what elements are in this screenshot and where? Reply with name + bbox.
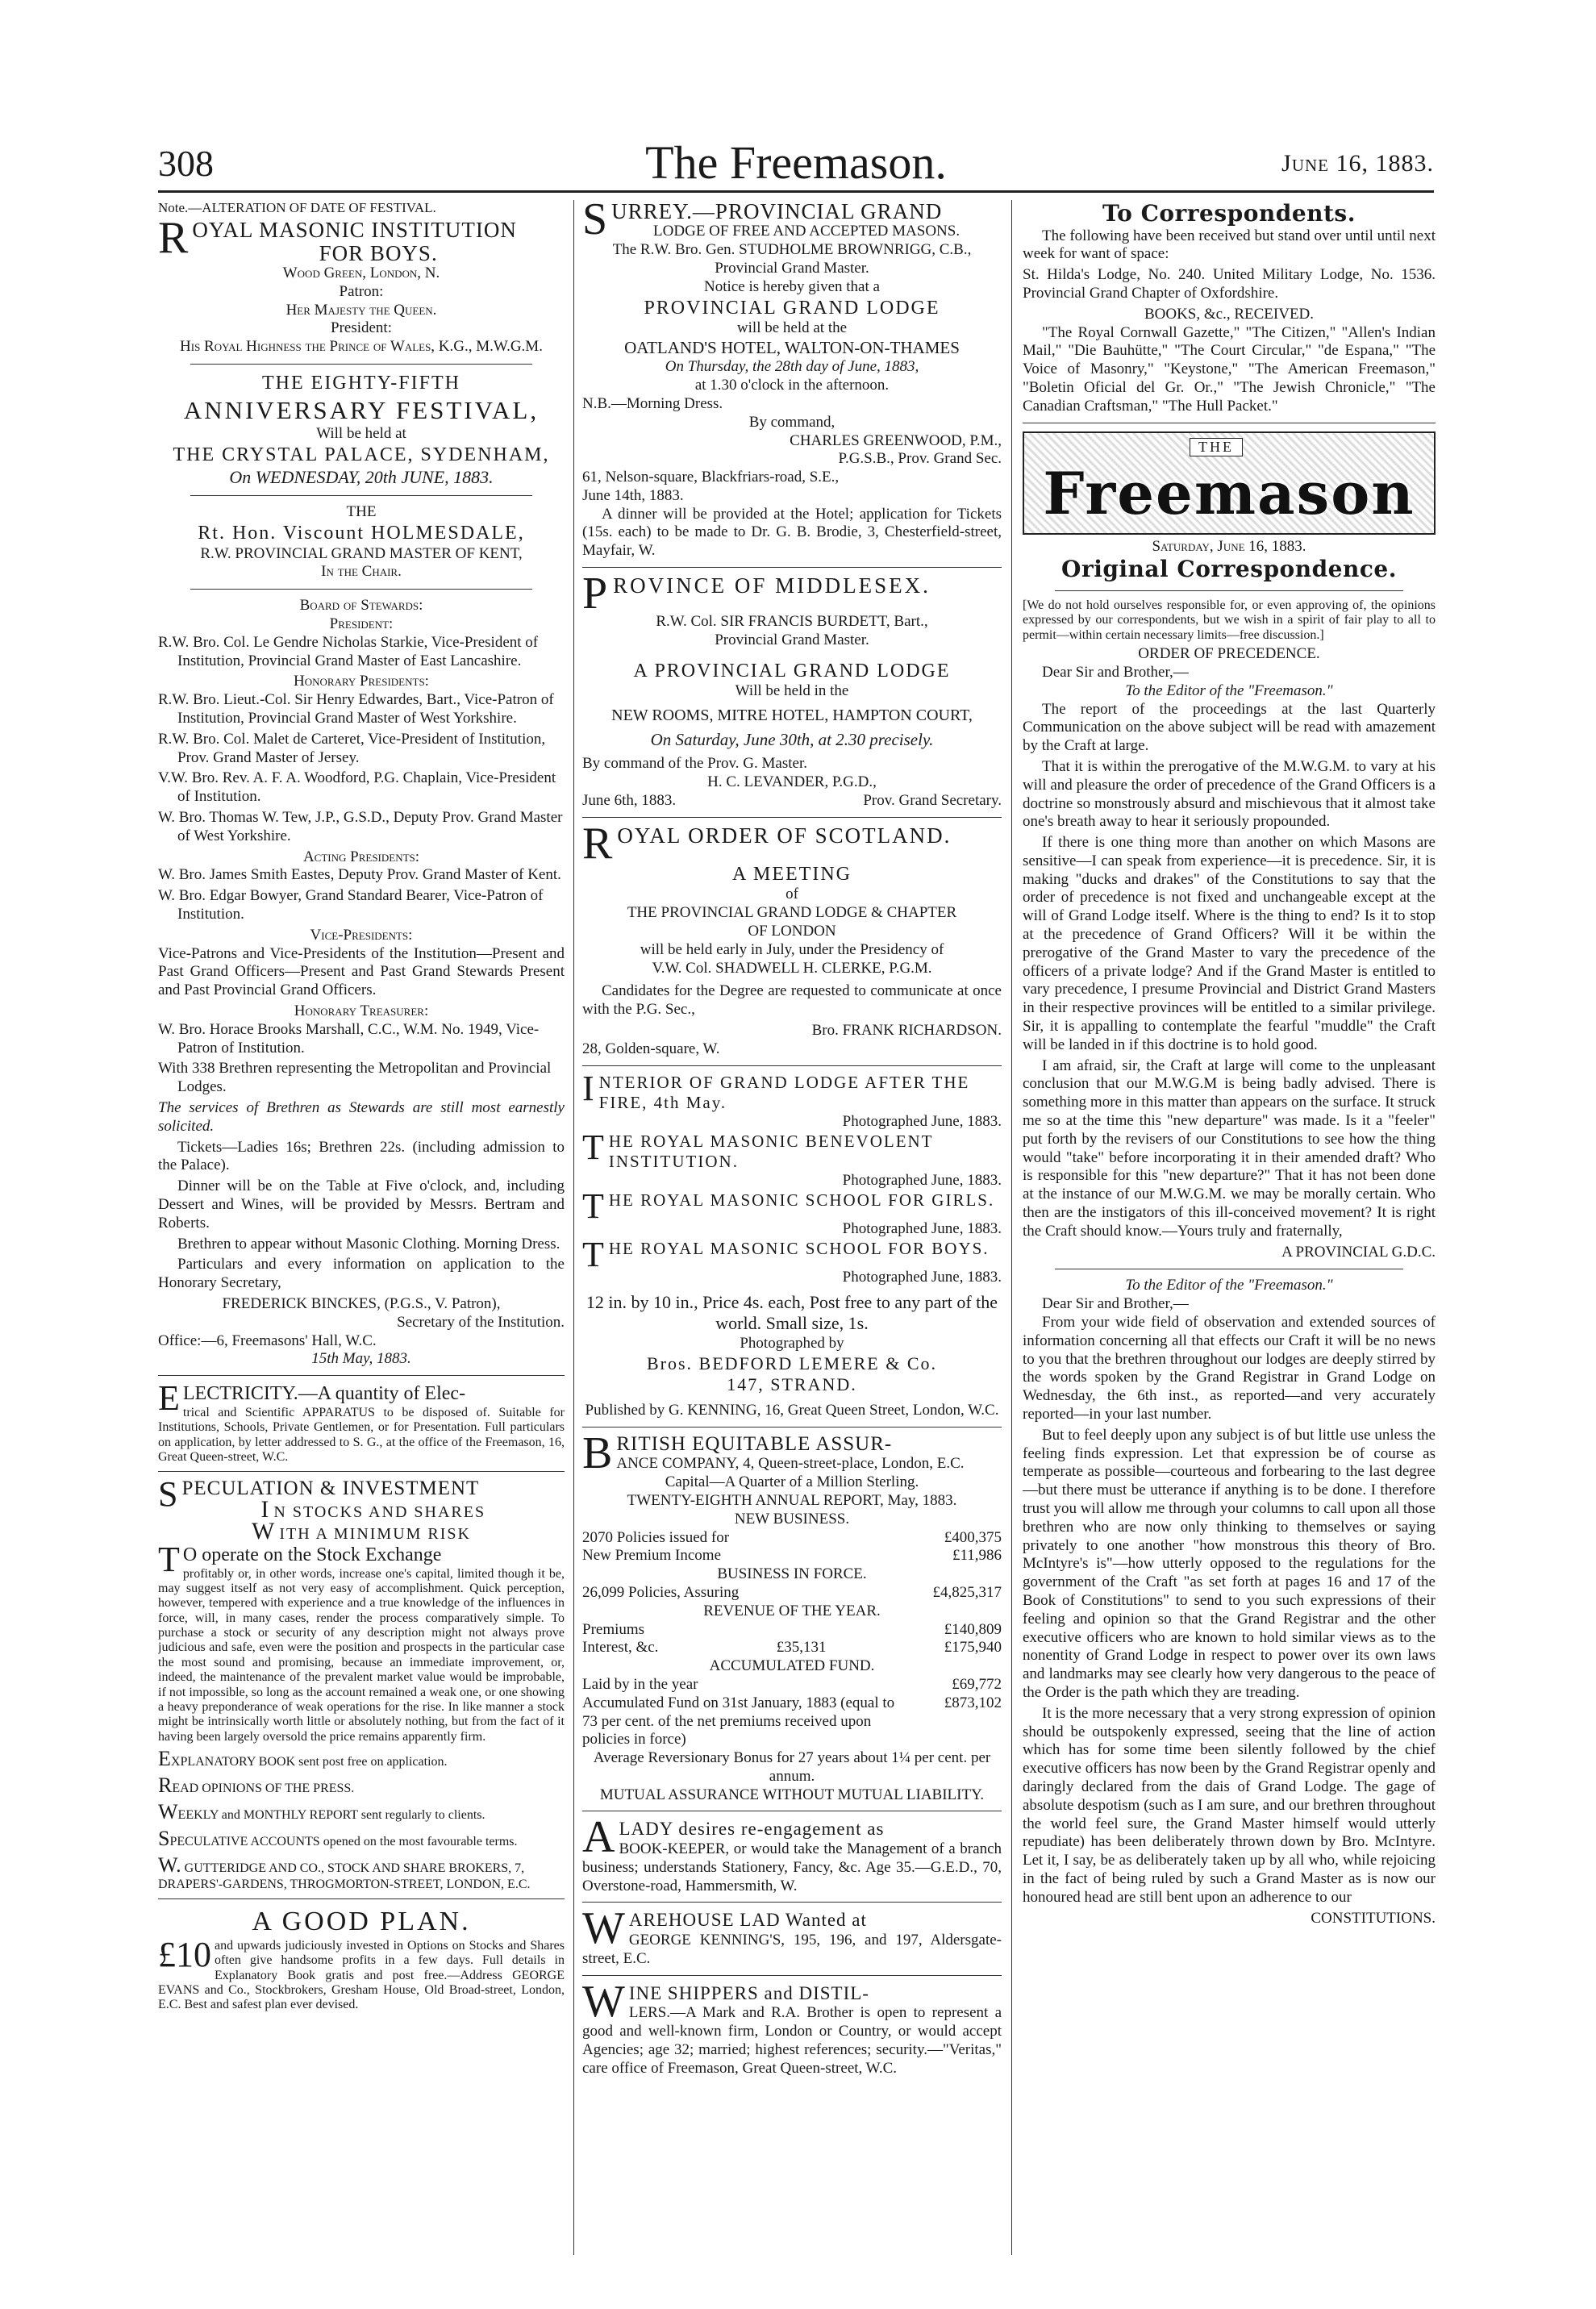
photo-title: INTERIOR OF GRAND LODGE AFTER THE FIRE, 4th May. bbox=[582, 1068, 970, 1112]
surrey-nb: N.B.—Morning Dress. bbox=[582, 394, 723, 412]
bea-section: BUSINESS IN FORCE. bbox=[717, 1565, 867, 1583]
middlesex-place: NEW ROOMS, MITRE HOTEL, HAMPTON COURT, bbox=[611, 706, 973, 725]
bea-row: Interest, &c. £35,131 £175,940 bbox=[582, 1639, 1002, 1657]
chair-title: R.W. PROVINCIAL GRAND MASTER OF KENT, bbox=[200, 544, 523, 562]
bea-report: TWENTY-EIGHTH ANNUAL REPORT, May, 1883. bbox=[627, 1491, 957, 1509]
steward: V.W. Bro. Rev. A. F. A. Woodford, P.G. Chaplain, Vice-President of Institution. bbox=[158, 769, 556, 806]
bea-row: Laid by in the year £69,772 bbox=[582, 1675, 1002, 1693]
middlesex-held: Will be held in the bbox=[735, 682, 849, 700]
header-rule bbox=[158, 190, 1434, 193]
brethren-count: With 338 Brethren representing the Metropolitan and Provincial Lodges. bbox=[158, 1060, 552, 1096]
scotland-head: ROYAL ORDER OF SCOTLAND. bbox=[582, 818, 952, 869]
letter-paragraph: I am afraid, sir, the Craft at large will come to the unpleasant conclusion that our M.W.G.M is being badly advised. There is something more in this matter than appears on the surface. It struck me so at the time this "new departure" was made. Is it a "feeler" put forth by the revisers of our Constitutions to see how the thing would "take" before incorporating it in their amended draft? Who is responsible for this "new departure?" That it has not been done at the instance of our M.W.G.M. we may be morally certain. Who then are the instigators of this ill-conceived movement? It is right the Craft should know.—Yours truly and fraternally, bbox=[1023, 1057, 1436, 1240]
bea-row: Accumulated Fund on 31st January, 1883 (equal to 73 per cent. of the net premiums received upon policies in force) £873,102 bbox=[582, 1694, 1002, 1748]
rmib-title: ROYAL MASONIC INSTITUTION bbox=[158, 213, 517, 264]
label: Honorary Presidents: bbox=[294, 673, 429, 690]
divider bbox=[582, 567, 1002, 568]
bea-row: 2070 Policies issued for £400,375 bbox=[582, 1528, 1002, 1546]
bea-section: NEW BUSINESS. bbox=[734, 1510, 850, 1528]
middlesex-sign: H. C. LEVANDER, P.G.D., bbox=[707, 773, 877, 791]
vice-presidents: Vice-Patrons and Vice-Presidents of the Institution—Present and Past Grand Officers—Present and Past Grand Stewards Present and Past Provincial Grand Officers. bbox=[158, 944, 565, 999]
correspondents-text: The following have been received but stand over until until next week for want of space: bbox=[1023, 227, 1436, 263]
office: Office:—6, Freemasons' Hall, W.C. bbox=[158, 1332, 377, 1349]
festival-line: THE EIGHTY-FIFTH bbox=[262, 373, 460, 394]
letter-paragraph: If there is one thing more than another on which Masons are sensitive—I can speak from experience—it is precedence. Sir, it is making "ducks and drakes" of the Constitutions to say that the order of precedence is not fixed and unchangeable except at the will of Grand Lodge itself. Where is the thing to end? Is it to stop at the precedence of Grand Officers? Will it be within the prerogative of the Grand Master to vary the precedence of the officers of a private lodge? And if the Grand Master is entitled to vary precedence, I presume Provincial and District Grand Masters in their respective provinces will be entitled to a similar privilege. Sir, it is appalling to contemplate the fearful "muddle" the Craft will be landed in if this doctrine is to hold good. bbox=[1023, 834, 1436, 1053]
steward: R.W. Bro. Lieut.-Col. Sir Henry Edwardes, Bart., Vice-Patron of Institution, Provincial Grand Master of West Yorkshire. bbox=[158, 691, 554, 727]
masthead-name: Freemason bbox=[1043, 458, 1415, 527]
photo-date: Photographed June, 1883. bbox=[842, 1113, 1002, 1130]
lady-advert bbox=[582, 1812, 1002, 1895]
speculative-accounts: SPECULATIVE ACCOUNTS opened on the most favourable terms. bbox=[158, 1826, 518, 1850]
scotland-sign: Bro. FRANK RICHARDSON. bbox=[811, 1022, 1002, 1040]
photographs-advert bbox=[582, 1068, 1002, 1420]
explanatory: EXPLANATORY BOOK sent post free on application. bbox=[158, 1747, 448, 1771]
letter-paragraph: But to feel deeply upon any subject is of but little use unless the feeling finds expression. Let that expression be of course as temperate as possible—courteous and forbearing to the last degree—but there must be utterance if anything is to be done. I therefore trust you will allow me through your columns to call upon all those brethren who are now only thinking to themselves or saying privately to one another "how monstrous this theory of Bro. McIntyre's is"—how utterly opposed to the regulations for the government of the Craft "as set forth at pages 16 and 17 of the Book of Constitutions" to send to you such expressions of their feeling and opinion so that the Grand Registrar and the other executive officers who are known to hold similar views as to the nonentity of Grand Lodge in respect to power over its own laws and landmarks may see clearly how very dangerous to the peace of the Order is the path which they are treading. bbox=[1023, 1426, 1436, 1701]
chair-name: Rt. Hon. Viscount HOLMESDALE, bbox=[198, 522, 525, 544]
lady-body: BOOK-KEEPER, or would take the Management of a branch business; understands Stationery, Fancy, &c. Age 35.—G.E.D., 70, Overstone-road, Hammersmith, W. bbox=[582, 1840, 1002, 1894]
scotland-president: V.W. Col. SHADWELL H. CLERKE, P.G.M. bbox=[652, 959, 932, 977]
published-by: Published by G. KENNING, 16, Great Queen Street, London, W.C. bbox=[585, 1402, 999, 1419]
middlesex-pgl: A PROVINCIAL GRAND LODGE bbox=[633, 660, 951, 681]
scotland-held: will be held early in July, under the Presidency of bbox=[640, 940, 944, 958]
steward: R.W. Bro. Col. Le Gendre Nicholas Starkie, Vice-President of Institution, Provincial Grand Master of East Lancashire. bbox=[158, 633, 539, 669]
column-divider bbox=[1011, 200, 1012, 2255]
column-left bbox=[158, 200, 565, 2265]
speculation-body: profitably or, in other words, increase one's capital, limited though it be, may suggest itself as not very easy of accomplishment. Quick perception, however, tempered with experience and a true knowledge of the influences in force, will, in many cases, render the process comparatively simple. To purchase a stock or security of any description might not always prove judicious and safe, even were the position and prospects in the particular case the most sound and promising, because an immediate improvement, or, indeed, the maintenance of the prevalent market value would be improbable, if not impossible, so long as the account remained a weak one, or one showing a heavy preponderance of weak operations for the rise. In like manner a stock might be intrinsically worth little or absolutely nothing, but from the fact of it having been largely oversold the price remains apparently firm. bbox=[158, 1566, 565, 1744]
festival-line: Will be held at bbox=[316, 425, 406, 443]
president-label: President: bbox=[331, 319, 392, 337]
to-editor: To the Editor of the "Freemason." bbox=[1125, 1277, 1333, 1294]
disclaimer: [We do not hold ourselves responsible for, or even approving of, the opinions expressed by our correspondents, but we wish in a spirit of fair play to all to permit—within certain necessary limits—free discussion.] bbox=[1023, 598, 1436, 642]
rmib-title-2: FOR BOYS. bbox=[319, 240, 438, 265]
board-label: Board of Stewards: bbox=[299, 597, 423, 615]
surrey-sign: CHARLES GREENWOOD, P.M., bbox=[790, 431, 1002, 449]
bea-row: 26,099 Policies, Assuring £4,825,317 bbox=[582, 1583, 1002, 1601]
divider bbox=[158, 1898, 565, 1899]
middlesex-date-2: June 6th, 1883. bbox=[582, 791, 677, 809]
bea-row: New Premium Income £11,986 bbox=[582, 1547, 1002, 1565]
letter-paragraph: The report of the proceedings at the last Quarterly Communication on the above subject will be read with amazement by the Craft at large. bbox=[1023, 700, 1436, 755]
letter-paragraph: That it is within the prerogative of the M.W.G.M. to vary at his will and pleasure the order of precedence of the Grand Officers is a doctrine so monstrously absurd and mischievous that it almost take one's breath away to hear it seriously propounded. bbox=[1023, 757, 1436, 831]
good-plan-body: £10 and upwards judiciously invested in Options on Stocks and Shares often give handsome profits in a few days. Full details in Explanatory Book gratis and post free.—Address GEORGE EVANS and Co., Stockbrokers, Gresham House, Old Broad-street, London, E.C. Best and safest plan ever devised. bbox=[158, 1934, 565, 2012]
bea-section: REVENUE OF THE YEAR. bbox=[703, 1602, 881, 1619]
clothing: Brethren to appear without Masonic Clothing. Morning Dress. bbox=[177, 1235, 560, 1252]
bea-capital: Capital—A Quarter of a Million Sterling. bbox=[665, 1473, 919, 1491]
newspaper-title: The Freemason. bbox=[645, 136, 947, 189]
lady-head: ALADY desires re-engagement as bbox=[582, 1812, 885, 1863]
middlesex-footer bbox=[582, 792, 1002, 811]
salutation: Dear Sir and Brother,— bbox=[1042, 663, 1189, 681]
letter-paragraph: From your wide field of observation and extended sources of information concerning all that effects our Craft it will be no news to you that the brethren throughout our lodges are deeply stirred by the words spoken by the Grand Registrar in Grand Lodge on Wednesday, the 6th inst., as reported—and very accurately reported—in your last number. bbox=[1023, 1314, 1436, 1423]
secretary: FREDERICK BINCKES, (P.G.S., V. Patron), bbox=[222, 1294, 501, 1312]
dinner: Dinner will be on the Table at Five o'clock, and, including Dessert and Wines, will be provided by Messrs. Bertram and Roberts. bbox=[158, 1177, 565, 1232]
photo-date: Photographed June, 1883. bbox=[842, 1269, 1002, 1286]
masthead-date: Saturday, June 16, 1883. bbox=[1152, 537, 1306, 555]
bea-mutual: MUTUAL ASSURANCE WITHOUT MUTUAL LIABILITY. bbox=[599, 1786, 985, 1803]
surrey-head-2: LODGE OF FREE AND ACCEPTED MASONS. bbox=[653, 223, 961, 240]
letter-paragraph: It is the more necessary that a very strong expression of opinion should be outspokenly expressed, seeing that the line of action which has for some time been silently followed by the chief executive officers has now been by the Grand Registrar openly and daringly declared from the dais of Grand Lodge. The gage of absolute despotism (such as I am sure, and our brethren throughout the world feel sure, the Grand Master himself would utterly repudiate) has been deliberately thrown down by Bro. McIntyre. Let it, I say, be as deliberately taken up by all who, while rejoicing in the fact of being ruled by such a Grand Master as is now our honoured head are still bent upon an adherence to our bbox=[1023, 1704, 1436, 1906]
good-plan-head: A GOOD PLAN. bbox=[252, 1907, 471, 1937]
scotland-address: 28, Golden-square, W. bbox=[582, 1040, 720, 1057]
surrey-command: By command, bbox=[748, 413, 836, 431]
weekly-report: WEEKLY and MONTHLY REPORT sent regularly to clients. bbox=[158, 1799, 485, 1823]
divider bbox=[190, 364, 532, 365]
scotland-meeting: A MEETING bbox=[732, 863, 852, 885]
original-correspondence-heading: Original Correspondence. bbox=[1061, 556, 1397, 583]
bea-section: ACCUMULATED FUND. bbox=[709, 1657, 875, 1675]
middlesex-secretary: Prov. Grand Secretary. bbox=[863, 791, 1002, 809]
rmib-advert bbox=[158, 213, 565, 1369]
divider bbox=[582, 1902, 1002, 1903]
surrey-pgl: PROVINCIAL GRAND LODGE bbox=[644, 297, 940, 319]
festival-venue: THE CRYSTAL PALACE, SYDENHAM, bbox=[173, 444, 550, 465]
salutation: Dear Sir and Brother,— bbox=[1042, 1295, 1189, 1313]
festival-line: ANNIVERSARY FESTIVAL, bbox=[183, 395, 540, 424]
issue-date: June 16, 1883. bbox=[1281, 150, 1434, 177]
steward: W. Bro. James Smith Eastes, Deputy Prov. Grand Master of Kent. bbox=[158, 866, 561, 884]
photographed-by: Photographed by bbox=[740, 1334, 844, 1352]
bea-head-2: ANCE COMPANY, 4, Queen-street-place, London, E.C. bbox=[616, 1455, 965, 1473]
festival-line: THE bbox=[346, 503, 377, 521]
warehouse-head: WAREHOUSE LAD Wanted at bbox=[582, 1903, 867, 1954]
speculation-sub: WITH A MINIMUM RISK bbox=[251, 1517, 471, 1544]
particulars: Particulars and every information on application to the Honorary Secretary, bbox=[158, 1256, 565, 1292]
divider bbox=[582, 1975, 1002, 1976]
bea-bonus: Average Reversionary Bonus for 27 years about 1¼ per cent. per annum. bbox=[593, 1749, 991, 1785]
divider bbox=[190, 495, 532, 496]
british-equitable-advert bbox=[582, 1428, 1002, 1804]
surrey-place: OATLAND'S HOTEL, WALTON-ON-THAMES bbox=[624, 338, 960, 358]
surrey-notice: Notice is hereby given that a bbox=[704, 277, 880, 295]
operate-head: T O operate on the Stock Exchange bbox=[158, 1539, 442, 1579]
masthead-the: THE bbox=[1190, 438, 1243, 457]
festival-date: On WEDNESDAY, 20th JUNE, 1883. bbox=[229, 466, 494, 487]
tickets: Tickets—Ladies 16s; Brethren 22s. (including admission to the Palace). bbox=[158, 1138, 565, 1174]
president: His Royal Highness the Prince of Wales, K.G., M.W.G.M. bbox=[180, 338, 543, 356]
books-heading: BOOKS, &c., RECEIVED. bbox=[1144, 305, 1315, 323]
good-plan-advert bbox=[158, 1906, 565, 2013]
page-header bbox=[158, 135, 1434, 194]
label: Vice-Presidents: bbox=[310, 926, 413, 944]
steward: W. Bro. Edgar Bowyer, Grand Standard Bearer, Vice-Patron of Institution. bbox=[158, 887, 544, 923]
column-divider bbox=[573, 200, 574, 2255]
read-opinions: READ OPINIONS OF THE PRESS. bbox=[158, 1773, 355, 1798]
photo-size: 12 in. by 10 in., Price 4s. each, Post free to any part of the world. Small size, 1s. bbox=[585, 1291, 998, 1334]
letter-signature: A PROVINCIAL G.D.C. bbox=[1281, 1243, 1436, 1261]
scotland-pgl: THE PROVINCIAL GRAND LODGE & CHAPTER bbox=[627, 904, 957, 922]
column-right bbox=[1023, 200, 1436, 2265]
middlesex-pgm-2: Provincial Grand Master. bbox=[715, 631, 869, 648]
divider bbox=[158, 1471, 565, 1472]
column-middle bbox=[582, 200, 1002, 2265]
warehouse-advert bbox=[582, 1903, 1002, 1968]
surrey-time: at 1.30 o'clock in the afternoon. bbox=[694, 377, 890, 394]
photo-title: THE ROYAL MASONIC SCHOOL FOR GIRLS. bbox=[582, 1186, 995, 1226]
surrey-pgm: The R.W. Bro. Gen. STUDHOLME BROWNRIGG, C.B., Provincial Grand Master. bbox=[612, 241, 972, 277]
divider bbox=[1055, 590, 1403, 591]
scotland-of: of bbox=[785, 886, 798, 903]
wine-advert bbox=[582, 1976, 1002, 2078]
middlesex-pgm: R.W. Col. SIR FRANCIS BURDETT, Bart., bbox=[656, 612, 928, 630]
middlesex-head: PROVINCE OF MIDDLESEX. bbox=[582, 569, 931, 619]
electricity-advert bbox=[158, 1378, 565, 1465]
divider bbox=[158, 1375, 565, 1376]
correspondents-heading: To Correspondents. bbox=[1102, 200, 1356, 227]
surrey-dinner: A dinner will be provided at the Hotel; application for Tickets (15s. each) to be made to Dr. G. B. Brodie, 3, Chesterfield-street, Mayfair, W. bbox=[582, 505, 1002, 560]
lemere: Bros. BEDFORD LEMERE & Co. bbox=[646, 1352, 938, 1373]
warehouse-body: GEORGE KENNING'S, 195, 196, and 197, Aldersgate-street, E.C. bbox=[582, 1932, 1002, 1967]
scotland-london: OF LONDON bbox=[748, 923, 836, 940]
lemere-address: 147, STRAND. bbox=[727, 1373, 857, 1394]
middlesex-date: On Saturday, June 30th, at 2.30 precisely. bbox=[650, 730, 934, 750]
letter-heading: ORDER OF PRECEDENCE. bbox=[1138, 645, 1320, 663]
page-number: 308 bbox=[158, 143, 214, 184]
surrey-address-date: June 14th, 1883. bbox=[582, 486, 684, 504]
photo-date: Photographed June, 1883. bbox=[842, 1172, 1002, 1190]
surrey-address: 61, Nelson-square, Blackfriars-road, S.E., bbox=[582, 469, 840, 486]
gutteridge: W. GUTTERIDGE AND CO., STOCK AND SHARE BROKERS, 7, DRAPERS'-GARDENS, THROGMORTON-STREET, LONDON, E.C. bbox=[158, 1853, 531, 1891]
surrey-advert bbox=[582, 200, 1002, 561]
photo-date: Photographed June, 1883. bbox=[842, 1220, 1002, 1238]
scotland-advert bbox=[582, 818, 1002, 1059]
festival-note: Note.—ALTERATION OF DATE OF FESTIVAL. bbox=[158, 200, 436, 215]
secretary-title: Secretary of the Institution. bbox=[397, 1313, 565, 1331]
correspondents-text: St. Hilda's Lodge, No. 240. United Military Lodge, No. 1536. Provincial Grand Chapter of Oxfordshire. bbox=[1023, 266, 1436, 302]
electricity-head: ELECTRICITY.—A quantity of Elec- bbox=[158, 1378, 466, 1419]
label: Honorary Treasurer: bbox=[294, 1002, 429, 1019]
middlesex-command: By command of the Prov. G. Master. bbox=[582, 755, 807, 773]
middlesex-advert bbox=[582, 569, 1002, 811]
electricity-body: trical and Scientific APPARATUS to be disposed of. Suitable for Institutions, Schools, Private Gentlemen, or for Presentation. Full particulars on application, by letter addressed to S. G., at the office of the Freemason, 16, Great Queen-street, W.C. bbox=[158, 1405, 565, 1465]
surrey-sign-2: P.G.S.B., Prov. Grand Sec. bbox=[838, 450, 1002, 468]
to-editor: To the Editor of the "Freemason." bbox=[1125, 681, 1333, 699]
divider bbox=[190, 589, 532, 590]
treasurer: W. Bro. Horace Brooks Marshall, C.C., W.M. No. 1949, Vice-Patron of Institution. bbox=[158, 1020, 540, 1057]
letter-end: CONSTITUTIONS. bbox=[1311, 1909, 1436, 1927]
patron: Her Majesty the Queen. bbox=[285, 301, 437, 319]
speculation-advert bbox=[158, 1474, 565, 1892]
label: Acting Presidents: bbox=[302, 848, 420, 865]
speculation-head: SPECULATION & INVESTMENT bbox=[158, 1474, 480, 1515]
services-note: The services of Brethren as Stewards are still most earnestly solicited. bbox=[158, 1098, 565, 1135]
divider bbox=[582, 1065, 1002, 1066]
label: President: bbox=[329, 615, 394, 633]
wine-head: WINE SHIPPERS and DISTIL- bbox=[582, 1976, 869, 2027]
bea-row: Premiums £140,809 bbox=[582, 1620, 1002, 1638]
surrey-date: On Thursday, the 28th day of June, 1883, bbox=[665, 358, 919, 376]
bea-head: BRITISH EQUITABLE ASSUR- bbox=[582, 1428, 893, 1479]
photo-title: THE ROYAL MASONIC BENEVOLENT INSTITUTION. bbox=[582, 1127, 934, 1171]
scotland-candidates: Candidates for the Degree are requested to communicate at once with the P.G. Sec., bbox=[582, 982, 1002, 1019]
speculation-sub: I N STOCKS AND SHARES bbox=[260, 1495, 486, 1523]
steward: R.W. Bro. Col. Malet de Carteret, Vice-President of Institution, Prov. Grand Master of Jersey. bbox=[158, 730, 546, 766]
divider bbox=[582, 817, 1002, 818]
surrey-held: will be held at the bbox=[736, 319, 848, 337]
patron-label: Patron: bbox=[339, 282, 384, 300]
in-chair: In the Chair. bbox=[321, 563, 402, 581]
rmib-address: Wood Green, London, N. bbox=[282, 265, 440, 282]
wine-body: LERS.—A Mark and R.A. Brother is open to represent a good and well-known firm, London or Country, or would accept Agencies; age 32; married; highest references; security.—"Veritas," care office of Freemason, Great Queen-street, W.C. bbox=[582, 2004, 1002, 2077]
masthead bbox=[1023, 431, 1436, 535]
office-date: 15th May, 1883. bbox=[311, 1350, 411, 1368]
photo-title: THE ROYAL MASONIC SCHOOL FOR BOYS. bbox=[582, 1234, 990, 1274]
books-list: "The Royal Cornwall Gazette," "The Citizen," "Allen's Indian Mail," "Die Bauhütte," "The Court Circular," "de Espana," "The Voice of Masonry," "Keystone," "The American Freemason," "Boletin Oficial del Gr. Or.," "The Jewish Chronicle," "The Canadian Craftsman," "The Hull Packet." bbox=[1023, 323, 1436, 415]
surrey-head: SURREY.—PROVINCIAL GRAND bbox=[582, 200, 943, 244]
steward: W. Bro. Thomas W. Tew, J.P., G.S.D., Deputy Prov. Grand Master of West Yorkshire. bbox=[158, 808, 563, 844]
